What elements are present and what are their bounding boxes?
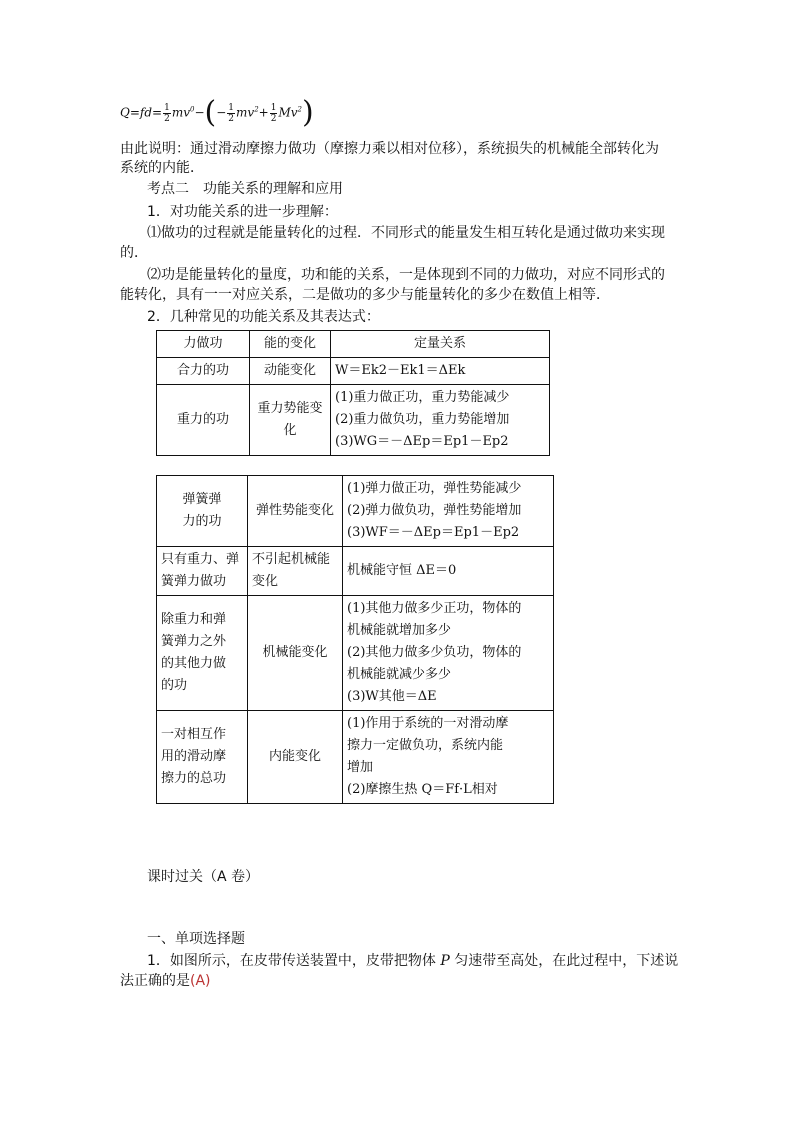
energy-formula: Q=fd= $\frac{1}{2}$ $mv^0-(-$ $\frac{1}{2}$ $mv^2+$ $\frac{1}{2}$ Mv$^2$) [120, 95, 314, 130]
table-cell: 一对相互作 用的滑动摩 擦力的总功 [157, 711, 248, 804]
table-header-row [157, 331, 550, 358]
table-cell: 弹簧弹 力的功 [157, 476, 248, 547]
table-cell: (1)重力做正功，重力势能减少 (2)重力做负功，重力势能增加 (3)WG＝－ΔEp＝Ep1－Ep2 [331, 385, 550, 456]
table-cell: 动能变化 [250, 358, 331, 385]
table-row [157, 547, 554, 596]
question-1-line1: 1．如图所示，在皮带传送装置中，皮带把物体 P 匀速带至高处，在此过程中，下述说 [147, 953, 679, 969]
section-title-a-exam: 课时过关（A 卷） [147, 869, 260, 885]
table-row [157, 711, 554, 804]
list-item-2: 2．几种常见的功能关系及其表达式： [147, 309, 380, 325]
table-cell: 合力的功 [157, 358, 250, 385]
table-cell: (1)其他力做多少正功，物体的 机械能就增加多少 (2)其他力做多少负功，物体的 机械能就减少多少 (3)W其他＝ΔE [343, 596, 554, 711]
formula-lhs: Q=fd= [120, 105, 163, 120]
table-cell: 不引起机械能 变化 [248, 547, 343, 596]
table-cell: 弹性势能变化 [248, 476, 343, 547]
list-item-1-2-line2: 能转化，具有一一对应关系，二是做功的多少与能量转化的多少在数值上相等． [120, 287, 610, 303]
table-row [157, 385, 550, 456]
paragraph-conclusion-line2: 系统的内能． [120, 160, 204, 176]
table-cell: 机械能变化 [248, 596, 343, 711]
table-cell: (1)弹力做正功，弹性势能减少 (2)弹力做负功，弹性势能增加 (3)WF＝－ΔEp＝Ep1－Ep2 [343, 476, 554, 547]
table-cell: 重力势能变化 [250, 385, 331, 456]
header-cell: 能的变化 [250, 331, 331, 358]
table-row [157, 596, 554, 711]
answer-label: (A) [190, 973, 211, 989]
list-item-1-2-line1: ⑵功是能量转化的量度，功和能的关系，一是体现到不同的力做功，对应不同形式的 [147, 267, 665, 283]
table-cell: 只有重力、弹 簧弹力做功 [157, 547, 248, 596]
header-cell: 力做功 [157, 331, 250, 358]
header-cell: 定量关系 [331, 331, 550, 358]
table-cell: 重力的功 [157, 385, 250, 456]
list-item-1-1-line1: ⑴做功的过程就是能量转化的过程．不同形式的能量发生相互转化是通过做功来实现 [147, 225, 665, 241]
section-heading-kaodian2: 考点二 功能关系的理解和应用 [147, 181, 343, 197]
question-1-line2: 法正确的是(A) [120, 973, 211, 989]
list-item-1: 1．对功能关系的进一步理解： [147, 204, 338, 220]
list-item-1-1-line2: 的． [120, 245, 148, 261]
table-cell: 机械能守恒 ΔE＝0 [343, 547, 554, 596]
table-row [157, 476, 554, 547]
table-cell: 除重力和弹 簧弹力之外 的其他力做 的功 [157, 596, 248, 711]
work-energy-table-2 [156, 475, 554, 804]
table-cell: 内能变化 [248, 711, 343, 804]
work-energy-table-1 [156, 330, 550, 456]
fraction-half-1: $\frac{1}{2}$ [164, 102, 170, 124]
question-heading-single-choice: 一、单项选择题 [147, 931, 245, 947]
table-row [157, 358, 550, 385]
fraction-half-3: $\frac{1}{2}$ [270, 102, 277, 124]
paragraph-conclusion-line1: 由此说明：通过滑动摩擦力做功（摩擦力乘以相对位移），系统损失的机械能全部转化为 [120, 141, 659, 157]
table-cell: (1)作用于系统的一对滑动摩 擦力一定做负功，系统内能 增加 (2)摩擦生热 Q＝Ff·L相对 [343, 711, 554, 804]
fraction-half-2: $\frac{1}{2}$ [228, 102, 235, 124]
table-cell: W＝Ek2－Ek1＝ΔEk [331, 358, 550, 385]
